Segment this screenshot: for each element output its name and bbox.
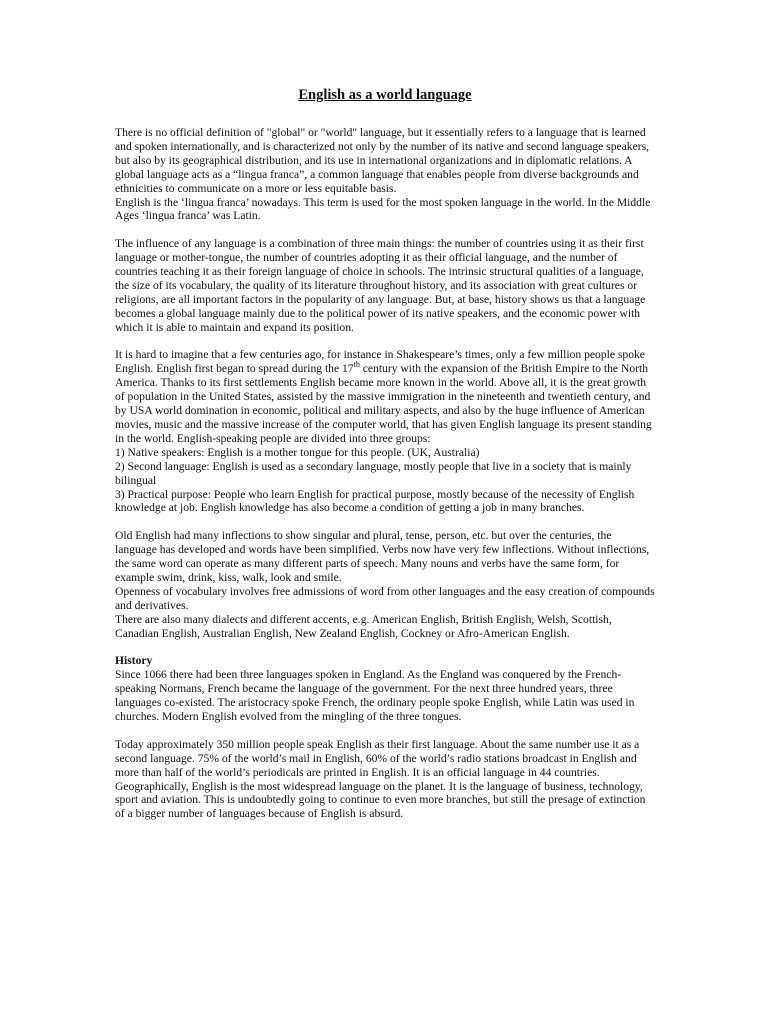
list-item-second-language: 2) Second language: English is used as a secondary language, mostly people that live in a society that is mainly bilingual: [115, 459, 632, 487]
paragraph-influence: The influence of any language is a combination of three main things: the number of countries using it as their first language or mother-tongue, the number of countries adopting it as their official language, and the number of countries teaching it as their foreign language of choice in schools. The intrinsic structural qualities of a language, the size of its vocabulary, the quality of its literature throughout history, and its association with great cultures or religions, are all important factors in the popularity of any language. But, at base, history shows us that a language becomes a global language mainly due to the political power of its native speakers, and the economic power with which it is able to maintain and expand its position.: [115, 237, 646, 334]
paragraph-dialects: There are also many dialects and different accents, e.g. American English, British English, Welsh, Scottish, Canadian English, Australian English, New Zealand English, Cockney or Afro-American English.: [115, 612, 612, 640]
document-title: English as a world language: [298, 87, 472, 103]
list-item-practical-purpose: 3) Practical purpose: People who learn English for practical purpose, mostly because of the necessity of English knowledge at job. English knowledge has also become a condition of getting a job in many branches.: [115, 487, 635, 515]
paragraph-today: Today approximately 350 million people speak English as their first language. About the same number use it as a second language. 75% of the world’s mail in English, 60% of the world’s radio stations broadcast in English and more than half of the world’s periodicals are printed in English. It is an official language in 44 countries. Geographically, English is the most widespread language on the planet. It is the language of business, technology, sport and aviation. This is undoubtedly going to continue to even more branches, but still the presage of extinction of a bigger number of languages because of English is absurd.: [115, 737, 646, 821]
superscript-th: th: [353, 360, 360, 370]
paragraph-global-definition: There is no official definition of "global" or "world" language, but it essentially refers to a language that is learned and spoken internationally, and is characterized not only by the number of its native and second language speakers, but also by its geographical distribution, and its use in international organizations and in diplomatic relations. A global language acts as a “lingua franca”, a common language that enables people from diverse backgrounds and ethnicities to communicate on a more or less equitable basis.: [115, 126, 649, 195]
list-item-native-speakers: 1) Native speakers: English is a mother tongue for this people. (UK, Australia): [115, 445, 480, 459]
paragraph-old-english: Old English had many inflections to show singular and plural, tense, person, etc. but over the centuries, the language has developed and words have been simplified. Verbs now have very few inflections. Without inflections, the same word can operate as many different parts of speech. Many nouns and verbs have the same form, for example swim, drink, kiss, walk, look and smile.: [115, 529, 650, 584]
paragraph-vocabulary: Openness of vocabulary involves free admissions of word from other languages and the easy creation of compounds and derivatives.: [115, 584, 655, 612]
paragraph-spread-part-2: century with the expansion of the British Empire to the North America. Thanks to its first settlements English became more known in the world. Above all, it is the great growth of population in the United States, assisted by the massive immigration in the nineteenth and twentieth century, and by USA world domination in economic, political and military aspects, and also by the huge influence of American movies, music and the massive increase of the computer world, that has given English language its present standing in the world. English-speaking people are divided into three groups:: [115, 362, 652, 445]
paragraph-lingua-franca: English is the ‘lingua franca’ nowadays. This term is used for the most spoken language in the world. In the Middle Ages ‘lingua franca’ was Latin.: [115, 195, 651, 223]
history-heading: History: [115, 654, 153, 668]
paragraph-history: Since 1066 there had been three languages spoken in England. As the England was conquered by the French-speaking Normans, French became the language of the government. For the next three hundred years, three languages co-existed. The aristocracy spoke French, the ordinary people spoke English, while Latin was used in churches. Modern English evolved from the mingling of the three tongues.: [115, 668, 635, 723]
paragraph-spread-part-1: It is hard to imagine that a few centuries ago, for instance in Shakespeare’s times, only a few million people spoke English. English first began to spread during the 17: [115, 348, 645, 376]
paragraph-spread: [115, 348, 655, 445]
document-page: [115, 86, 655, 821]
